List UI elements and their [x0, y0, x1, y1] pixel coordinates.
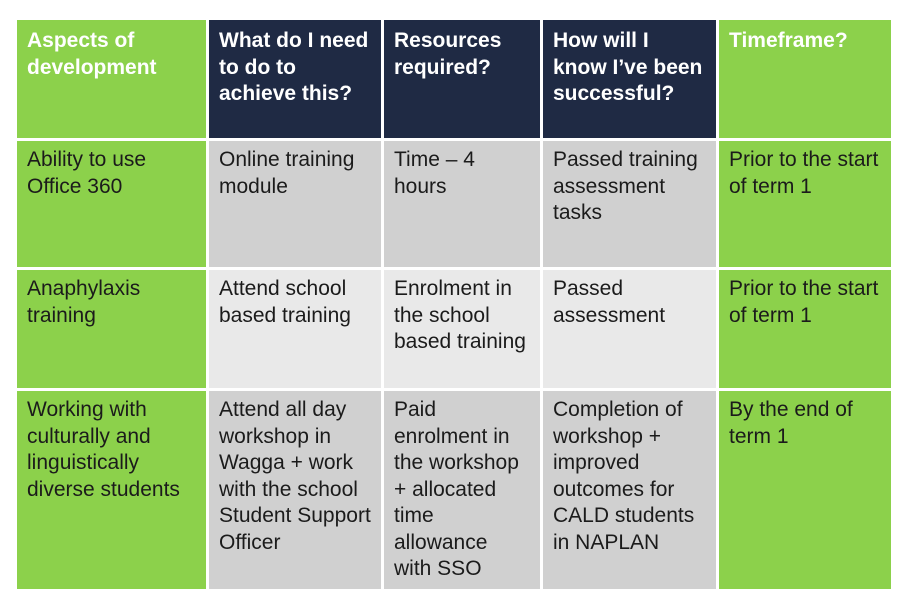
header-resources: Resources required? — [384, 20, 540, 138]
cell-timeframe: Prior to the start of term 1 — [719, 141, 891, 267]
cell-success: Completion of workshop + improved outcomes for CALD students in NAPLAN — [543, 391, 716, 589]
cell-success: Passed training assessment tasks — [543, 141, 716, 267]
cell-timeframe: By the end of term 1 — [719, 391, 891, 589]
cell-action: Attend all day workshop in Wagga + work with the school Student Support Officer — [209, 391, 381, 589]
header-timeframe: Timeframe? — [719, 20, 891, 138]
cell-aspect: Anaphylaxis training — [17, 270, 206, 388]
cell-timeframe: Prior to the start of term 1 — [719, 270, 891, 388]
cell-resources: Paid enrolment in the workshop + allocated time allowance with SSO — [384, 391, 540, 589]
cell-resources: Enrolment in the school based training — [384, 270, 540, 388]
cell-resources: Time – 4 hours — [384, 141, 540, 267]
development-plan-table — [17, 20, 882, 583]
cell-aspect: Working with culturally and linguistically diverse students — [17, 391, 206, 589]
header-what-to-do: What do I need to do to achieve this? — [209, 20, 381, 138]
header-success: How will I know I’ve been successful? — [543, 20, 716, 138]
cell-action: Online training module — [209, 141, 381, 267]
header-aspects: Aspects of development — [17, 20, 206, 138]
cell-success: Passed assessment — [543, 270, 716, 388]
cell-action: Attend school based training — [209, 270, 381, 388]
cell-aspect: Ability to use Office 360 — [17, 141, 206, 267]
